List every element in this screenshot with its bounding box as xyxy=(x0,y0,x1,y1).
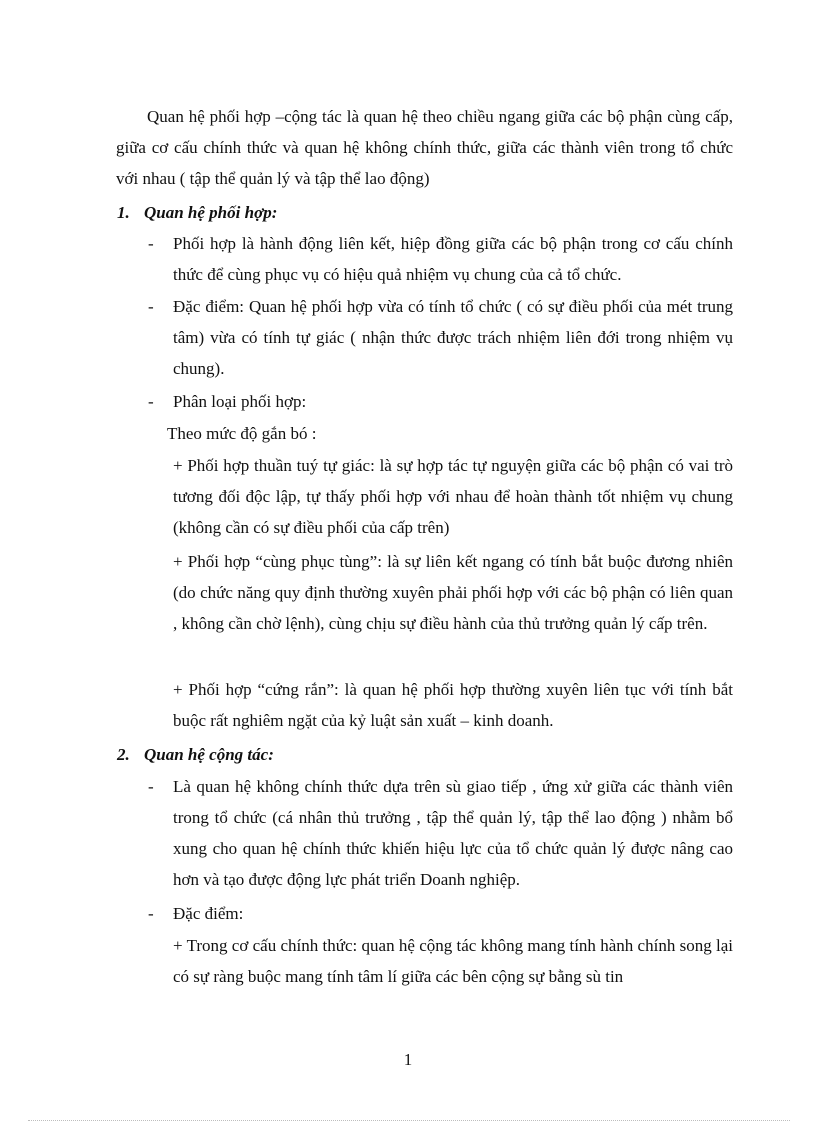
section-1-heading xyxy=(117,197,277,228)
section-1-sub-item-3: + Phối hợp “cứng rắn”: là quan hệ phối hợp thường xuyên liên tục với tính bắt buộc rất nghiêm ngặt của kỷ luật sản xuất – kinh doanh. xyxy=(173,680,733,730)
section-2-sub-item-1: + Trong cơ cấu chính thức: quan hệ cộng tác không mang tính hành chính song lại có sự ràng buộc mang tính tâm lí giữa các bên cộng sự bằng sù tin xyxy=(173,936,733,986)
section-1-sub-item-1: + Phối hợp thuần tuý tự giác: là sự hợp tác tự nguyện giữa các bộ phận có vai trò tương đối độc lập, tự thấy phối hợp với nhau để hoàn thành tốt nhiệm vụ chung (không cần có sự điều phối của cấp trên) xyxy=(173,456,733,537)
intro-paragraph: Quan hệ phối hợp –cộng tác là quan hệ theo chiều ngang giữa các bộ phận cùng cấp, giữa cơ cấu chính thức và quan hệ không chính thức, giữa các thành viên trong tổ chức với nhau ( tập thể quản lý và tập thể lao động) xyxy=(116,107,733,188)
section-2-bullet-1: Là quan hệ không chính thức dựa trên sù giao tiếp , ứng xử giữa các thành viên trong tổ chức (cá nhân thủ trưởng , tập thể quản lý, tập thể lao động ) nhằm bổ xung cho quan hệ chính thức khiến hiệu lực của tổ chức quản lý được nâng cao hơn và tạo được động lực phát triển Doanh nghiệp. xyxy=(173,777,733,889)
section-1-number: 1. xyxy=(117,203,130,222)
section-1-title: Quan hệ phối hợp: xyxy=(144,203,278,222)
page-number: 1 xyxy=(403,1050,413,1069)
section-1-bullet-1: Phối hợp là hành động liên kết, hiệp đồng giữa các bộ phận trong cơ cấu chính thức để cùng phục vụ có hiệu quả nhiệm vụ chung của cả tổ chức. xyxy=(173,234,733,284)
section-1-bullet-2: Đặc điểm: Quan hệ phối hợp vừa có tính tổ chức ( có sự điều phối của mét trung tâm) vừa có tính tự giác ( nhận thức được trách nhiệm liên đới trong nhiệm vụ chung). xyxy=(173,297,733,378)
section-2-number: 2. xyxy=(117,745,130,764)
section-1-sub-item-2: + Phối hợp “cùng phục tùng”: là sự liên kết ngang có tính bắt buộc đương nhiên (do chức năng quy định thường xuyên phải phối hợp với các bộ phận có liên quan , không cần chờ lệnh), cùng chịu sự điều hành của thủ trưởng quản lý cấp trên. xyxy=(173,552,733,633)
bullet-dash: - xyxy=(148,234,154,253)
section-2-heading xyxy=(117,739,274,770)
section-2-title: Quan hệ cộng tác: xyxy=(144,745,274,764)
bullet-dash: - xyxy=(148,392,154,411)
section-2-bullet-2: Đặc điểm: xyxy=(173,904,244,923)
bullet-dash: - xyxy=(148,904,154,923)
bullet-dash: - xyxy=(148,297,154,316)
bullet-dash: - xyxy=(148,777,154,796)
section-1-bullet-3: Phân loại phối hợp: xyxy=(173,392,307,411)
footer-divider xyxy=(28,1120,790,1121)
section-1-sub-heading: Theo mức độ gắn bó : xyxy=(167,424,317,443)
